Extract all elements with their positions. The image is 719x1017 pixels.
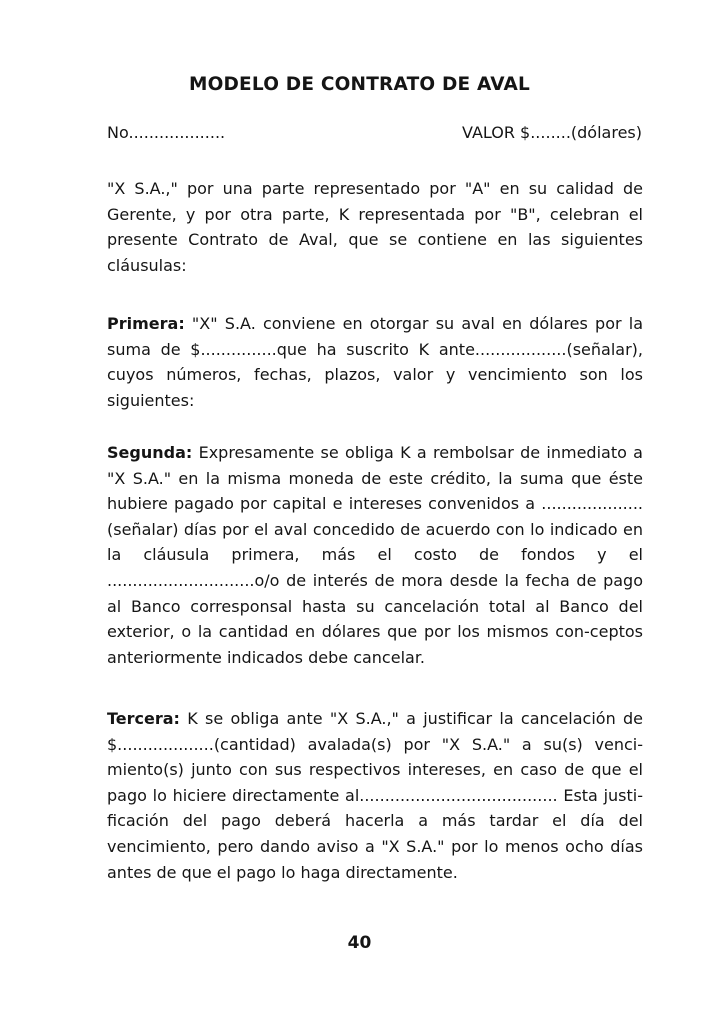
clause-tercera [107,706,643,885]
clause-text: "X" S.A. conviene en otorgar su aval en dólares por la suma de $...............que ha suscrito K ante..................(señalar), cuyos números, fechas, plazos, valor y vencimiento son los siguientes: [107,314,644,410]
intro-paragraph: "X S.A.," por una parte representado por "A" en su calidad de Gerente, y por otra parte, K representada por "B", celebran el presente Contrato de Aval, que se contiene en las siguientes cláusulas: [107,179,643,275]
clause-text: K se obliga ante "X S.A.," a justificar la cancelación de $...................(cantidad) avalada(s) por "X S.A." a su(s) venci-miento(s) junto con sus respectivos intereses, en caso de que el pago lo hiciere directamente al....................................... Esta justi-ficación del pago deberá hacerla a más tardar el día del vencimiento, pero dando aviso a "X S.A." por lo menos ocho días antes de que el pago lo haga directamente. [107,709,644,882]
contract-value-field: VALOR $........(dólares) [462,123,642,142]
clause-label: Segunda: [107,443,193,462]
clause-segunda [107,440,643,670]
clause-text: Expresamente se obliga K a rembolsar de inmediato a "X S.A." en la misma moneda de este crédito, la suma que éste hubiere pagado por capital e intereses convenidos a .................... (señalar) días por el aval concedido de acuerdo con lo indicado en la cláusula primera, más el costo de fondos y el .............................o/o de interés de mora desde la fecha de pago al Banco corresponsal hasta su cancelación total al Banco del exterior, o la cantidad en dólares que por los mismos con-ceptos anteriormente indicados debe cancelar. [107,443,643,667]
page-number: 40 [347,933,372,953]
clause-label: Tercera: [107,709,180,728]
clause-label: Primera: [107,314,185,333]
clause-primera [107,311,643,413]
document-title: MODELO DE CONTRATO DE AVAL [188,74,531,95]
contract-number-field: No................... [107,123,226,142]
